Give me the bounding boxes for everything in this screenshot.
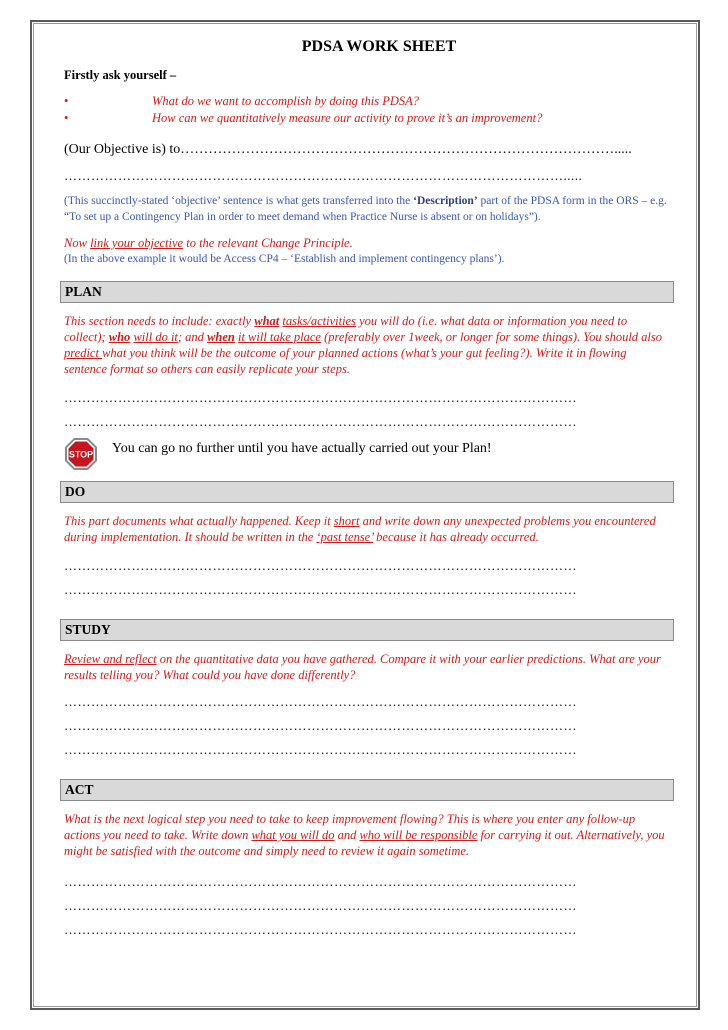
do-answer-line[interactable]: …………………………………………………………………………………………………… (64, 582, 577, 597)
study-answer-line[interactable]: …………………………………………………………………………………………………… (64, 694, 577, 709)
objective-note: (This succinctly-stated ‘objective’ sentence is what gets transferred into the ‘Description’ part of the PDSA form in the ORS – e.g. “To set up a Contingency Plan in order to meet demand when Practice Nurse is absent or on holidays”). (64, 195, 667, 223)
intro-text: Firstly ask yourself – (64, 68, 177, 82)
worksheet (64, 38, 670, 939)
objective-line-2[interactable]: …………………………………………………………………………………………………..... (64, 168, 583, 183)
page-title: PDSA WORK SHEET (301, 38, 457, 55)
list-item: • How can we quantitatively measure our activity to prove it’s an improvement? (64, 111, 543, 125)
bullet-icon: • (64, 94, 69, 108)
study-instructions: Review and reflect on the quantitative data you have gathered. Compare it with your earlier predictions. What are your results telling you? What could you have done differently? (64, 652, 661, 682)
question-list (64, 93, 670, 127)
stop-text: You can go no further until you have actually carried out your Plan! (112, 441, 492, 456)
plan-answer-line[interactable]: …………………………………………………………………………………………………… (64, 390, 577, 405)
link-objective-text: Now link your objective to the relevant Change Principle. (64, 236, 353, 250)
stop-sign-icon (64, 437, 98, 471)
do-answer-line[interactable]: …………………………………………………………………………………………………… (64, 558, 577, 573)
act-answer-line[interactable]: …………………………………………………………………………………………………… (64, 922, 577, 937)
plan-answer-line[interactable]: …………………………………………………………………………………………………… (64, 414, 577, 429)
act-header: ACT (60, 779, 674, 801)
objective-line[interactable]: (Our Objective is) to…………………………………………………………………………………..... (64, 142, 632, 157)
study-header: STUDY (60, 619, 674, 641)
bullet-icon: • (64, 111, 69, 125)
list-item: • What do we want to accomplish by doing this PDSA? (64, 94, 419, 108)
plan-header: PLAN (60, 281, 674, 303)
act-answer-line[interactable]: …………………………………………………………………………………………………… (64, 874, 577, 889)
example-text: (In the above example it would be Access CP4 – ‘Establish and implement contingency plans’). (64, 253, 505, 265)
study-answer-line[interactable]: …………………………………………………………………………………………………… (64, 718, 577, 733)
stop-notice (64, 435, 670, 475)
stop-label: STOP (68, 449, 94, 460)
do-instructions: This part documents what actually happened. Keep it short and write down any unexpected problems you encountered during implementation. It should be written in the ‘past tense’ because it has already occurred. (64, 514, 656, 544)
do-header: DO (60, 481, 674, 503)
act-instructions: What is the next logical step you need to take to keep improvement flowing? This is where you enter any follow-up actions you need to take. Write down what you will do and who will be responsible for carrying it out. Alternatively, you might be satisfied with the outcome and simply need to review it again sometime. (64, 812, 665, 858)
act-answer-line[interactable]: …………………………………………………………………………………………………… (64, 898, 577, 913)
plan-instructions: This section needs to include: exactly what tasks/activities you will do (i.e. what data or information you need to collect); who will do it; and when it will take place (preferably over 1week, or longer for some things). You should also predict what you think will be the outcome of your planned actions (what’s your gut feeling?). Write it in flowing sentence format so others can easily replicate your steps. (64, 314, 663, 376)
study-answer-line[interactable]: …………………………………………………………………………………………………… (64, 742, 577, 757)
